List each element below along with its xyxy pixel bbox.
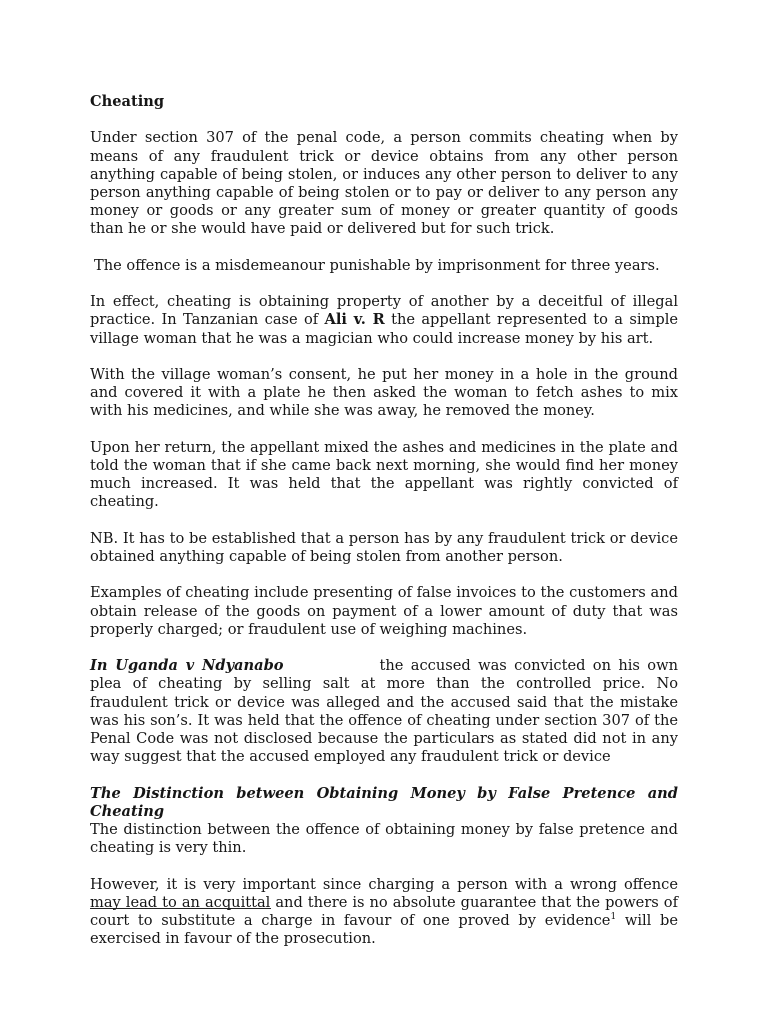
paragraph-distinction-intro: The distinction between the offence of obtaining money by false pretence and cheating is very thin. [90, 820, 678, 857]
importance-text-tail: will be exercised in favour of the prosecution. [90, 911, 678, 948]
paragraph-uganda-case [90, 657, 678, 766]
uganda-case-text: the accused was convicted on his own plea of cheating by selling salt at more than the controlled price. No fraudulent trick or device was alleged and the accused said that the mistake was his son’s. It was held that the offence of cheating under section 307 of the Penal Code was not disclosed because the particulars as stated did not in any way suggest that the accused employed any fraudulent trick or device [90, 657, 678, 766]
section-heading-cheating: Cheating [90, 93, 165, 110]
paragraph-consent: With the village woman’s consent, he put her money in a hole in the ground and covered it with a plate he then asked the woman to fetch ashes to mix with his medicines, and while she was away, he removed the money. [90, 365, 678, 420]
case-name-uganda-v-ndyanabo: In Uganda v Ndyanabo [90, 657, 284, 675]
paragraph-punishment: The offence is a misdemeanour punishable by imprisonment for three years. [94, 256, 660, 274]
paragraph-examples: Examples of cheating include presenting of false invoices to the customers and obtain release of the goods on payment of a lower amount of duty that was properly charged; or fraudulent use of weighing machines. [90, 584, 678, 638]
paragraph-nb: NB. It has to be established that a person has by any fraudulent trick or device obtained anything capable of being stolen from another person. [90, 529, 678, 565]
effect-text-tail: the appellant represented to a simple village woman that he was a magician who could increase money by his art. [90, 311, 678, 347]
paragraph-importance [90, 876, 678, 949]
paragraph-definition: Under section 307 of the penal code, a person commits cheating when by means of any fraudulent trick or device obtains from any other person anything capable of being stolen, or induces any other person to deliver to any person anything capable of being stolen or to pay or deliver to any person any money or goods or any greater sum of money or greater quantity of goods than he or she would have paid or delivered but for such trick. [90, 129, 678, 238]
case-name-ali-v-r: Ali v. R [324, 311, 385, 329]
effect-text-lead: In effect, cheating is obtaining property of another by a deceitful of illegal practice. In Tanzanian case of [90, 293, 678, 329]
paragraph-effect [90, 293, 678, 348]
footnote-separator [90, 908, 271, 909]
section-heading-distinction: The Distinction between Obtaining Money by False Pretence and Cheating [90, 784, 678, 820]
importance-text-lead: However, it is very important since charging a person with a wrong offence may lead to an acquittal and there is no absolute guarantee that the powers of court to substitute a charge in favour of one proved by evidence [90, 875, 678, 929]
paragraph-return: Upon her return, the appellant mixed the ashes and medicines in the plate and told the woman that if she came back next morning, she would find her money much increased. It was held that the appellant was rightly convicted of cheating. [90, 438, 678, 511]
document-body [90, 93, 678, 967]
footnote-marker: 1 [610, 912, 617, 923]
